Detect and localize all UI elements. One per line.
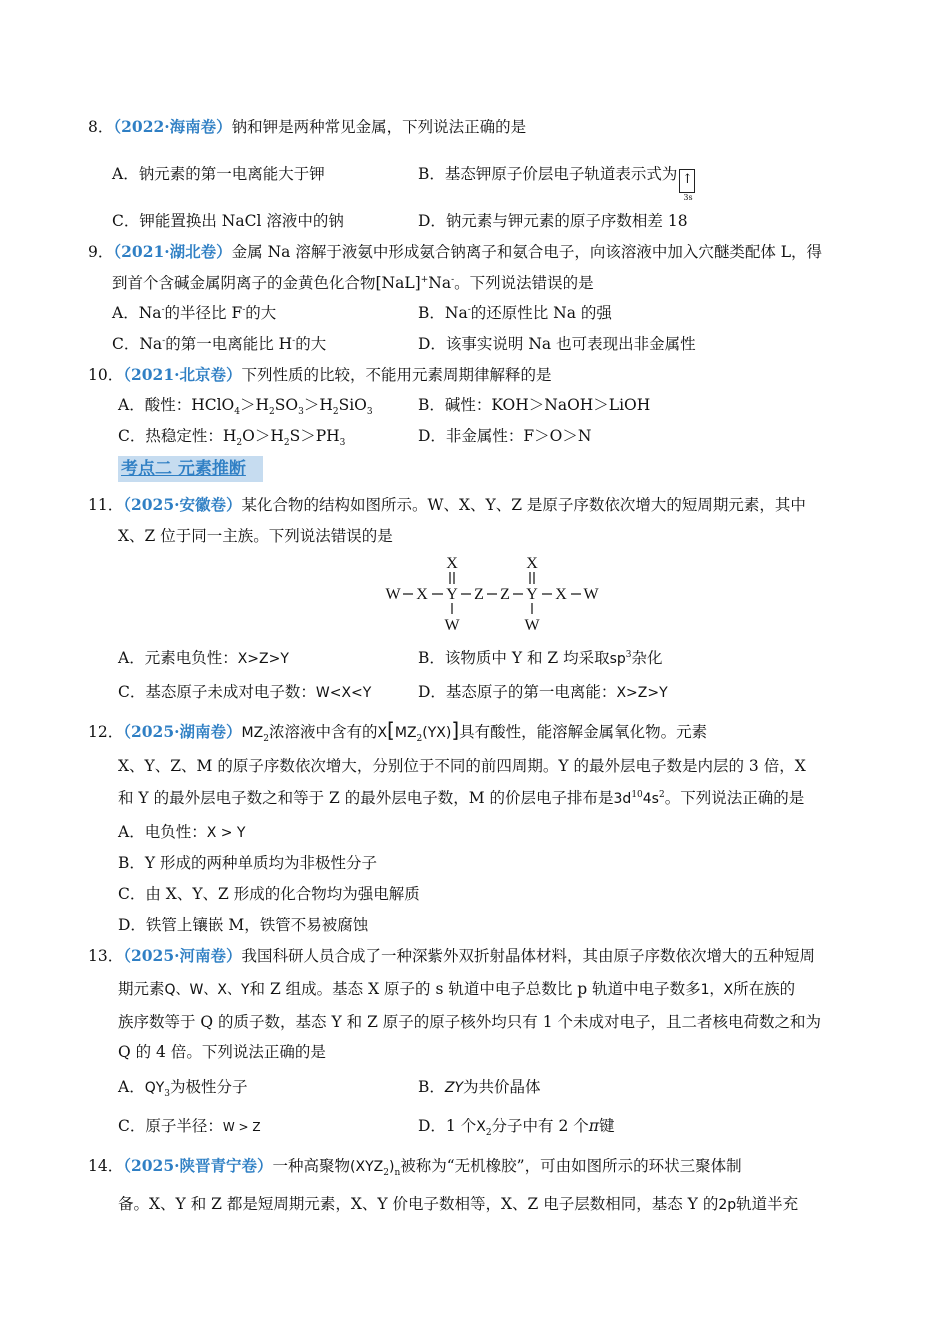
q11-option-a: A．元素电负性：X>Z>Y: [118, 649, 289, 667]
q11-option-d: D．基态原子的第一电离能：X>Z>Y: [418, 683, 668, 701]
q11-stem-line1: 11．（2025·安徽卷）某化合物的结构如图所示。W、X、Y、Z 是原子序数依次增大的短周期元素，其中: [88, 495, 806, 514]
q12-option-d: D．铁管上镶嵌 M，铁管不易被腐蚀: [118, 916, 369, 934]
q8-option-b: B．基态钾原子价层电子轨道表示式为 ↑ 3s: [418, 164, 695, 193]
struct-atom-w1: W: [385, 586, 401, 603]
q13-option-c: C．原子半径：W > Z: [118, 1117, 261, 1135]
struct-atom-x2: X: [555, 586, 567, 603]
q11-source: （2025·安徽卷）: [123, 495, 242, 514]
struct-atom-x1: X: [416, 586, 428, 603]
q9-option-a: A．Na-的半径比 F-的大: [112, 304, 277, 322]
q9-option-c: C．Na-的第一电离能比 H-的大: [112, 335, 327, 353]
q10-option-b: B．碱性：KOH＞NaOH＞LiOH: [418, 396, 651, 414]
struct-atom-w2: W: [583, 586, 599, 603]
struct-atom-y1: Y: [446, 586, 458, 603]
q12-stem-line2: X、Y、Z、M 的原子序数依次增大，分别位于不同的前四周期。Y 的最外层电子数是内层的 3 倍，X: [118, 757, 806, 775]
q13-stem-line3: 族序数等于 Q 的质子数，基态 Y 和 Z 原子的原子核外均只有 1 个未成对电子，且二者核电荷数之和为: [118, 1013, 821, 1031]
struct-bottom-w-right: W: [524, 617, 540, 634]
struct-top-x-right: X: [526, 555, 538, 572]
q11-option-c: C．基态原子未成对电子数：W<X<Y: [118, 683, 372, 701]
structure-diagram: [380, 550, 610, 634]
q12-source: （2025·湖南卷）: [123, 722, 242, 741]
q10-stem: 10．（2021·北京卷）下列性质的比较，不能用元素周期律解释的是: [88, 365, 552, 384]
q12-stem-line3: 和 Y 的最外层电子数之和等于 Z 的最外层电子数，M 的价层电子排布是$3d^{10}4s^2$。下列说法正确的是: [118, 789, 805, 807]
q10-option-d: D．非金属性：F＞O＞N: [418, 427, 592, 445]
q13-stem-line4: Q 的 4 倍。下列说法正确的是: [118, 1043, 326, 1061]
q10-option-a: A．酸性：$HClO_4>H_2SO_3>H_2SiO_3$: [118, 396, 373, 418]
q13-option-a: A．$QY_3$为极性分子: [118, 1078, 248, 1100]
q12-option-b: B．Y 形成的两种单质均为非极性分子: [118, 854, 378, 872]
struct-bottom-w-left: W: [444, 617, 460, 634]
q12-stem-line1: 12．（2025·湖南卷）$MZ_2$浓溶液中含有的$X[MZ_2(YX)]$具有酸性，能溶解金属氧化物。元素: [88, 718, 708, 745]
q12-option-a: A．电负性：X > Y: [118, 823, 246, 841]
orbital-box: ↑ 3s: [679, 169, 695, 193]
q12-option-c: C．由 X、Y、Z 形成的化合物均为强电解质: [118, 885, 420, 903]
q13-stem-line1: 13．（2025·河南卷）我国科研人员合成了一种深紫外双折射晶体材料，其由原子序数依次增大的五种短周: [88, 946, 816, 965]
q8-option-c: C．钾能置换出 NaCl 溶液中的钠: [112, 212, 344, 230]
q9-option-d: D．该事实说明 Na 也可表现出非金属性: [418, 335, 696, 353]
section-heading: 考点二 元素推断: [118, 456, 263, 482]
struct-atom-z1: Z: [474, 586, 484, 603]
q8-option-a: A．钠元素的第一电离能大于钾: [112, 165, 325, 183]
q8-source: （2022·海南卷）: [113, 117, 232, 136]
struct-atom-y2: Y: [526, 586, 538, 603]
q8-stem: 8．（2022·海南卷）钠和钾是两种常见金属，下列说法正确的是: [88, 117, 527, 136]
q8-option-d: D．钠元素与钾元素的原子序数相差 18: [418, 212, 688, 230]
q14-stem-line1: 14．（2025·陕晋青宁卷）一种高聚物$(XYZ_2)_n$被称为“无机橡胶”，可由如图所示的环状三聚体制: [88, 1156, 742, 1179]
q13-option-b: B．ZY为共价晶体: [418, 1078, 541, 1096]
q9-stem-line1: 9．（2021·湖北卷）金属 Na 溶解于液氨中形成氨合钠离子和氨合电子，向该溶液中加入穴醚类配体 L，得: [88, 242, 823, 261]
q14-source: （2025·陕晋青宁卷）: [123, 1156, 273, 1175]
struct-atom-z2: Z: [500, 586, 510, 603]
q9-source: （2021·湖北卷）: [113, 242, 232, 261]
q9-stem-line2: 到首个含碱金属阴离子的金黄色化合物[NaL]+Na-。下列说法错误的是: [112, 274, 594, 292]
q9-option-b: B．Na-的还原性比 Na 的强: [418, 304, 612, 322]
q13-source: （2025·河南卷）: [123, 946, 242, 965]
q11-stem-line2: X、Z 位于同一主族。下列说法错误的是: [118, 527, 393, 545]
q10-option-c: C．热稳定性：$H_2O>H_2S>PH_3$: [118, 427, 346, 449]
q10-source: （2021·北京卷）: [123, 365, 242, 384]
q13-option-d: D．1 个$X_2$分子中有 2 个π键: [418, 1117, 615, 1139]
struct-top-x-left: X: [446, 555, 458, 572]
q13-stem-line2: 期元素Q、W、X、Y和 Z 组成。基态 X 原子的 s 轨道中电子总数比 p 轨道中电子数多1，X所在族的: [118, 980, 796, 998]
q11-option-b: B．该物质中 Y 和 Z 均采取$sp^3$杂化: [418, 649, 663, 667]
q14-stem-line2: 备。X、Y 和 Z 都是短周期元素，X、Y 价电子数相等，X、Z 电子层数相同，基态 Y 的2p轨道半充: [118, 1195, 799, 1213]
